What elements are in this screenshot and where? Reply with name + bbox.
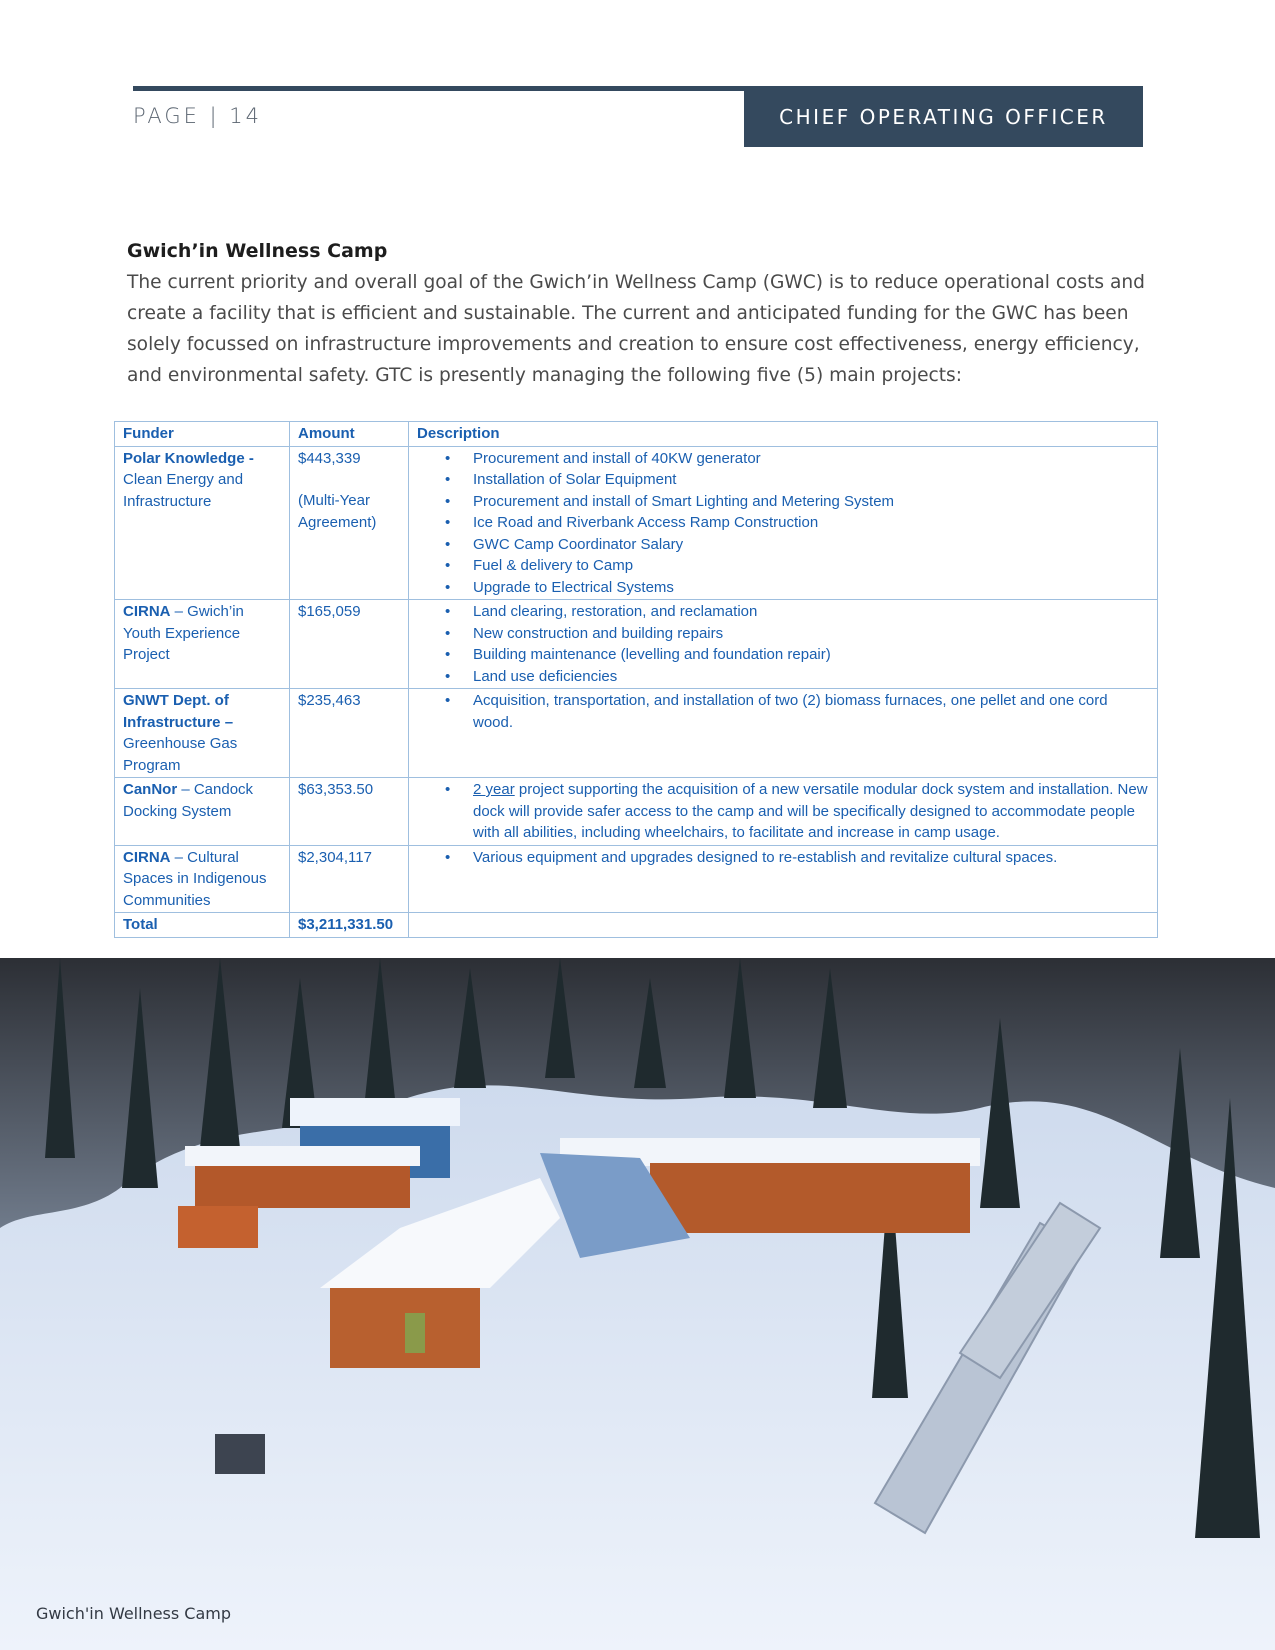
total-amount: $3,211,331.50 [290,913,409,938]
funder-program: – Candock Docking System [123,781,254,820]
funder-cell [115,689,290,778]
amount-cell [290,778,409,846]
amount-value: $2,304,117 [298,848,372,866]
table-row [115,600,1158,689]
list-item: • Ice Road and Riverbank Access Ramp Construction [473,512,1149,534]
table-row [115,845,1158,913]
intro-paragraph: The current priority and overall goal of the Gwich’in Wellness Camp (GWC) is to reduce operational costs and create a facility that is efficient and sustainable. The current and anticipated funding for the GWC has been solely focussed on infrastructure improvements and creation to ensure cost effectiveness, energy efficiency, and environmental safety. GTC is presently managing the following five (5) main projects: [127,272,1145,386]
funder-name: GNWT Dept. of Infrastructure – [123,692,234,731]
table-header-row [115,422,1158,447]
list-item: • Installation of Solar Equipment [473,469,1149,491]
amount-value: $63,353.50 [298,781,374,798]
table-row [115,446,1158,600]
funder-program: Greenhouse Gas Program [123,735,238,774]
funder-program: – Cultural Spaces in Indigenous Communities [123,848,267,909]
funder-name: CanNor [123,781,178,798]
list-item: • Various equipment and upgrades designed to re-establish and revitalize cultural spaces. [473,847,1149,869]
funder-program: Clean Energy and Infrastructure [123,471,244,510]
amount-cell [290,446,409,600]
funder-cell [115,778,290,846]
funder-name: Polar Knowledge - [123,449,254,467]
list-item: • New construction and building repairs [473,623,1149,645]
amount-cell [290,689,409,778]
list-item: • Land clearing, restoration, and reclamation [473,601,1149,623]
total-label: Total [115,913,290,938]
header-amount: Amount [290,422,409,447]
list-item: • Procurement and install of Smart Lighting and Metering System [473,491,1149,513]
list-item: • Fuel & delivery to Camp [473,555,1149,577]
list-item: • Acquisition, transportation, and installation of two (2) biomass furnaces, one pellet and one cord wood. [473,690,1149,733]
amount-cell [290,600,409,689]
funder-name: CIRNA [123,603,171,620]
page-number: PAGE | 14 [133,104,263,128]
description-cell [409,778,1158,846]
photo-caption: Gwich'in Wellness Camp [36,1604,232,1623]
description-cell [409,689,1158,778]
list-item: • Upgrade to Electrical Systems [473,577,1149,599]
list-item [473,779,1149,844]
description-cell [409,446,1158,600]
description-cell [409,845,1158,913]
total-description-cell [409,913,1158,938]
underlined-term: 2 year [473,781,515,798]
section-banner-label: CHIEF OPERATING OFFICER [779,104,1108,129]
section-banner [744,86,1143,147]
table-row [115,778,1158,846]
funding-table [114,421,1158,938]
amount-value: $165,059 [298,603,361,620]
section-title: Gwich’in Wellness Camp [127,240,388,262]
header-description: Description [409,422,1158,447]
list-item: • Procurement and install of 40KW generator [473,448,1149,470]
description-cell [409,600,1158,689]
list-item: • Land use deficiencies [473,666,1149,688]
amount-value: $443,339 [298,449,361,467]
table-row [115,689,1158,778]
header-funder: Funder [115,422,290,447]
funder-cell [115,600,290,689]
list-item: • GWC Camp Coordinator Salary [473,534,1149,556]
amount-note: (Multi-Year Agreement) [298,492,377,531]
funder-cell [115,845,290,913]
list-item: • Building maintenance (levelling and foundation repair) [473,644,1149,666]
camp-aerial-photo [0,958,1275,1650]
total-row [115,913,1158,938]
amount-cell [290,845,409,913]
funder-name: CIRNA [123,848,171,866]
list-item-text: project supporting the acquisition of a new versatile modular dock system and installation. New dock will provide safer access to the camp and will be specifically designed to accommodate people with all abilities, including wheelchairs, to facilitate and increase in camp usage. [473,781,1148,841]
funder-cell [115,446,290,600]
funder-program: – Gwich’in Youth Experience Project [123,603,244,663]
amount-value: $235,463 [298,692,361,709]
